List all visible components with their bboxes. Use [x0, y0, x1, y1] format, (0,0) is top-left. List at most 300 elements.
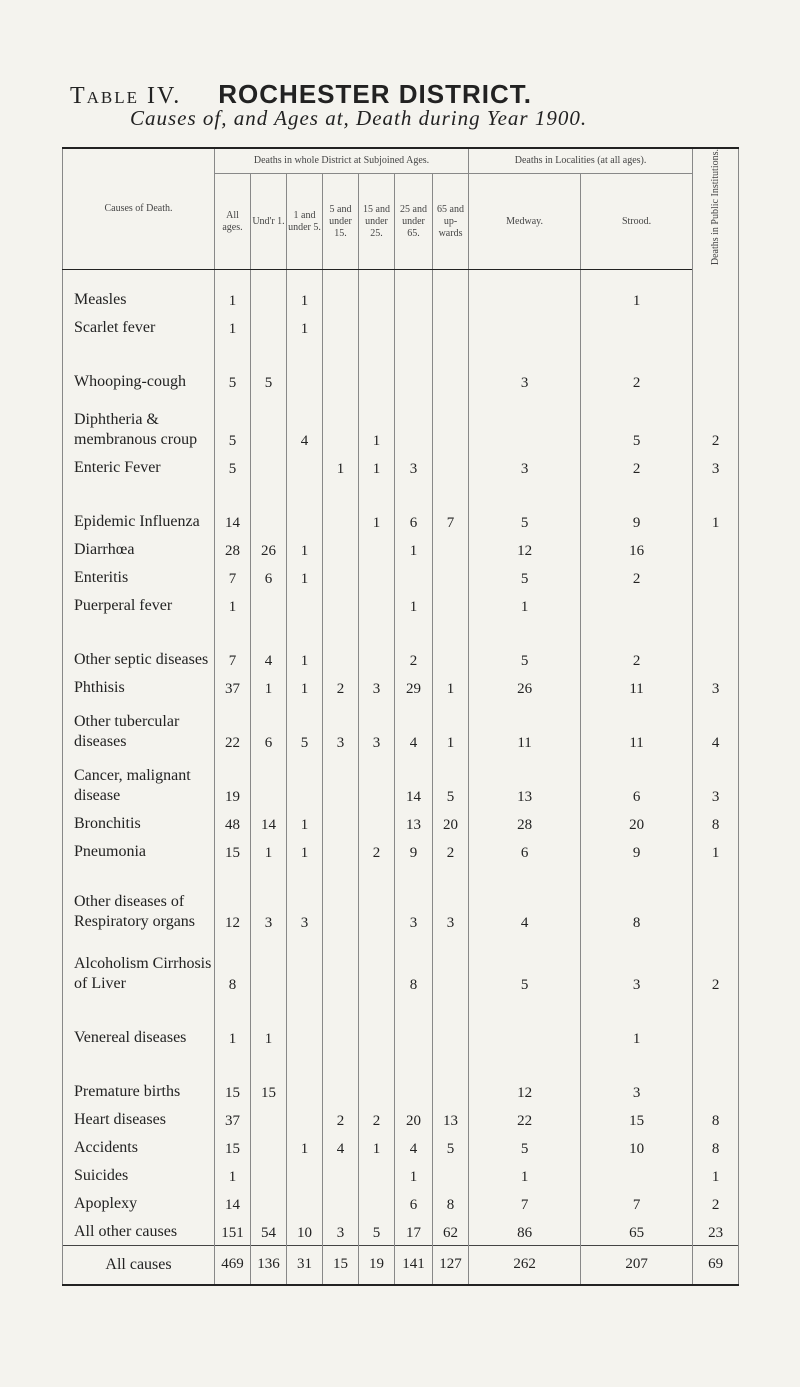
value-cell: 2	[359, 837, 395, 865]
value-cell: 5	[469, 935, 581, 997]
value-cell: 5	[251, 341, 287, 395]
value-cell	[323, 809, 359, 837]
value-cell: 1	[693, 481, 739, 535]
value-cell: 12	[215, 865, 251, 935]
cause-cell: Other tubercular diseases	[63, 701, 215, 755]
total-cell: 19	[359, 1245, 395, 1285]
value-cell: 14	[251, 809, 287, 837]
value-cell	[251, 591, 287, 619]
value-cell: 5	[215, 395, 251, 453]
value-cell: 1	[359, 395, 395, 453]
cause-cell: Suicides	[63, 1161, 215, 1189]
age-header: Und'r 1.	[251, 174, 287, 270]
value-cell: 1	[287, 535, 323, 563]
value-cell	[359, 535, 395, 563]
value-cell: 4	[395, 1133, 433, 1161]
cause-cell: Whooping-cough	[63, 341, 215, 395]
table-row	[63, 453, 739, 481]
value-cell: 3	[469, 341, 581, 395]
value-cell	[323, 935, 359, 997]
value-cell: 1	[251, 837, 287, 865]
value-cell: 1	[251, 673, 287, 701]
table-label: Table IV.	[70, 83, 182, 109]
table-row	[63, 563, 739, 591]
table-row	[63, 591, 739, 619]
value-cell: 86	[469, 1217, 581, 1245]
value-cell: 8	[581, 865, 693, 935]
value-cell: 6	[469, 837, 581, 865]
value-cell	[693, 341, 739, 395]
value-cell: 3	[693, 673, 739, 701]
table-row	[63, 1105, 739, 1133]
value-cell: 11	[469, 701, 581, 755]
value-cell	[395, 313, 433, 341]
total-cell: 262	[469, 1245, 581, 1285]
table-row	[63, 535, 739, 563]
value-cell: 2	[581, 453, 693, 481]
cause-cell: Apoplexy	[63, 1189, 215, 1217]
value-cell: 6	[395, 1189, 433, 1217]
value-cell	[469, 997, 581, 1051]
value-cell: 62	[433, 1217, 469, 1245]
whole-district-header: Deaths in whole District at Subjoined Ages.	[215, 148, 469, 174]
value-cell	[287, 341, 323, 395]
value-cell	[433, 341, 469, 395]
value-cell	[395, 395, 433, 453]
value-cell	[323, 865, 359, 935]
value-cell: 10	[287, 1217, 323, 1245]
localities-header: Deaths in Localities (at all ages).	[469, 148, 693, 174]
value-cell	[693, 997, 739, 1051]
value-cell: 26	[469, 673, 581, 701]
value-cell	[433, 395, 469, 453]
table-row	[63, 701, 739, 755]
value-cell	[581, 313, 693, 341]
total-cell: 31	[287, 1245, 323, 1285]
value-cell: 4	[395, 701, 433, 755]
value-cell: 1	[581, 997, 693, 1051]
cause-cell: Premature births	[63, 1051, 215, 1105]
value-cell: 1	[359, 481, 395, 535]
value-cell	[251, 755, 287, 809]
value-cell	[251, 1133, 287, 1161]
value-cell	[395, 563, 433, 591]
table-row	[63, 809, 739, 837]
value-cell: 1	[395, 591, 433, 619]
value-cell: 8	[693, 1105, 739, 1133]
value-cell	[395, 341, 433, 395]
value-cell	[581, 591, 693, 619]
age-header: 25 and under 65.	[395, 174, 433, 270]
value-cell: 13	[433, 1105, 469, 1133]
value-cell: 3	[359, 701, 395, 755]
value-cell	[251, 1161, 287, 1189]
value-cell: 13	[469, 755, 581, 809]
value-cell	[693, 1051, 739, 1105]
value-cell: 2	[581, 619, 693, 673]
value-cell	[359, 1189, 395, 1217]
value-cell: 22	[469, 1105, 581, 1133]
value-cell	[251, 935, 287, 997]
value-cell	[251, 313, 287, 341]
value-cell: 37	[215, 673, 251, 701]
value-cell: 7	[433, 481, 469, 535]
value-cell: 3	[581, 935, 693, 997]
value-cell: 5	[433, 1133, 469, 1161]
value-cell: 1	[469, 591, 581, 619]
table-row	[63, 997, 739, 1051]
value-cell: 10	[581, 1133, 693, 1161]
value-cell: 3	[359, 673, 395, 701]
value-cell: 2	[433, 837, 469, 865]
value-cell: 7	[215, 619, 251, 673]
cause-cell: Venereal diseases	[63, 997, 215, 1051]
table-row	[63, 935, 739, 997]
value-cell: 16	[581, 535, 693, 563]
value-cell: 28	[215, 535, 251, 563]
table-row	[63, 1051, 739, 1105]
value-cell: 11	[581, 701, 693, 755]
value-cell: 5	[215, 341, 251, 395]
value-cell: 6	[581, 755, 693, 809]
value-cell: 9	[395, 837, 433, 865]
value-cell: 4	[323, 1133, 359, 1161]
cause-cell: All other causes	[63, 1217, 215, 1245]
value-cell: 14	[395, 755, 433, 809]
value-cell: 6	[251, 701, 287, 755]
value-cell	[359, 1051, 395, 1105]
age-header: 15 and under 25.	[359, 174, 395, 270]
value-cell: 12	[469, 1051, 581, 1105]
value-cell: 3	[581, 1051, 693, 1105]
table-row	[63, 270, 739, 314]
value-cell: 1	[323, 453, 359, 481]
totals-row	[63, 1245, 739, 1285]
value-cell: 19	[215, 755, 251, 809]
value-cell: 3	[395, 453, 433, 481]
table-row	[63, 673, 739, 701]
value-cell	[395, 1051, 433, 1105]
value-cell: 5	[433, 755, 469, 809]
value-cell: 2	[323, 1105, 359, 1133]
value-cell	[433, 935, 469, 997]
value-cell	[359, 341, 395, 395]
value-cell: 8	[433, 1189, 469, 1217]
value-cell: 7	[469, 1189, 581, 1217]
table-body	[63, 270, 739, 1246]
cause-cell: Pneumonia	[63, 837, 215, 865]
value-cell	[287, 1161, 323, 1189]
total-cell: 15	[323, 1245, 359, 1285]
value-cell: 1	[287, 270, 323, 314]
value-cell: 3	[395, 865, 433, 935]
table-row	[63, 1161, 739, 1189]
value-cell	[693, 591, 739, 619]
value-cell	[323, 313, 359, 341]
district-title: ROCHESTER DISTRICT.	[218, 79, 532, 109]
value-cell	[323, 997, 359, 1051]
age-header: 65 and up-wards	[433, 174, 469, 270]
value-cell	[323, 341, 359, 395]
value-cell: 7	[215, 563, 251, 591]
value-cell: 151	[215, 1217, 251, 1245]
causes-header: Causes of Death.	[63, 148, 215, 270]
value-cell	[323, 395, 359, 453]
value-cell	[323, 1051, 359, 1105]
value-cell	[251, 1189, 287, 1217]
value-cell: 1	[215, 1161, 251, 1189]
value-cell: 20	[395, 1105, 433, 1133]
value-cell	[433, 270, 469, 314]
value-cell: 2	[581, 341, 693, 395]
value-cell: 1	[395, 1161, 433, 1189]
value-cell	[251, 395, 287, 453]
value-cell: 4	[251, 619, 287, 673]
cause-cell: Enteric Fever	[63, 453, 215, 481]
value-cell: 5	[359, 1217, 395, 1245]
value-cell: 1	[693, 837, 739, 865]
value-cell: 20	[581, 809, 693, 837]
table-row	[63, 755, 739, 809]
value-cell: 1	[215, 313, 251, 341]
value-cell: 9	[581, 481, 693, 535]
value-cell	[359, 865, 395, 935]
value-cell	[323, 535, 359, 563]
value-cell	[359, 591, 395, 619]
value-cell: 48	[215, 809, 251, 837]
value-cell: 15	[215, 1133, 251, 1161]
value-cell: 5	[469, 1133, 581, 1161]
cause-cell: Bronchitis	[63, 809, 215, 837]
value-cell	[323, 563, 359, 591]
value-cell: 17	[395, 1217, 433, 1245]
value-cell: 54	[251, 1217, 287, 1245]
value-cell	[433, 313, 469, 341]
value-cell: 4	[469, 865, 581, 935]
total-cell: 141	[395, 1245, 433, 1285]
value-cell	[287, 997, 323, 1051]
value-cell: 26	[251, 535, 287, 563]
strood-header: Strood.	[581, 174, 693, 270]
value-cell	[359, 270, 395, 314]
value-cell	[469, 270, 581, 314]
value-cell	[323, 1161, 359, 1189]
value-cell	[251, 453, 287, 481]
value-cell: 15	[215, 837, 251, 865]
value-cell: 1	[287, 809, 323, 837]
value-cell: 15	[215, 1051, 251, 1105]
value-cell	[581, 1161, 693, 1189]
value-cell: 29	[395, 673, 433, 701]
value-cell	[693, 313, 739, 341]
value-cell	[469, 313, 581, 341]
cause-cell: Enteritis	[63, 563, 215, 591]
value-cell	[395, 270, 433, 314]
value-cell: 1	[287, 563, 323, 591]
totals-label: All causes	[63, 1245, 215, 1285]
value-cell: 5	[581, 395, 693, 453]
value-cell	[287, 1189, 323, 1217]
value-cell	[433, 535, 469, 563]
value-cell	[323, 591, 359, 619]
age-header: 5 and under 15.	[323, 174, 359, 270]
value-cell	[287, 755, 323, 809]
value-cell	[323, 837, 359, 865]
value-cell: 1	[359, 453, 395, 481]
value-cell: 7	[581, 1189, 693, 1217]
value-cell: 8	[693, 809, 739, 837]
value-cell: 14	[215, 1189, 251, 1217]
value-cell	[287, 453, 323, 481]
table-row	[63, 313, 739, 341]
value-cell	[433, 1051, 469, 1105]
value-cell: 65	[581, 1217, 693, 1245]
value-cell: 1	[433, 701, 469, 755]
value-cell: 1	[287, 619, 323, 673]
value-cell: 5	[287, 701, 323, 755]
table-row	[63, 619, 739, 673]
value-cell: 14	[215, 481, 251, 535]
cause-cell: Scarlet fever	[63, 313, 215, 341]
value-cell	[433, 619, 469, 673]
value-cell	[323, 755, 359, 809]
value-cell	[693, 563, 739, 591]
value-cell	[433, 563, 469, 591]
value-cell	[323, 1189, 359, 1217]
value-cell: 1	[359, 1133, 395, 1161]
value-cell	[395, 997, 433, 1051]
value-cell: 8	[395, 935, 433, 997]
value-cell	[359, 563, 395, 591]
value-cell	[693, 619, 739, 673]
value-cell: 6	[395, 481, 433, 535]
cause-cell: Diarrhœa	[63, 535, 215, 563]
value-cell: 1	[215, 591, 251, 619]
institutions-header-text: Deaths in Public Institutions.	[710, 149, 722, 266]
table-row	[63, 1133, 739, 1161]
cause-cell: Accidents	[63, 1133, 215, 1161]
value-cell	[693, 865, 739, 935]
value-cell	[251, 270, 287, 314]
table-row	[63, 1189, 739, 1217]
table-row	[63, 395, 739, 453]
value-cell	[433, 1161, 469, 1189]
value-cell	[359, 935, 395, 997]
value-cell	[287, 1105, 323, 1133]
value-cell: 12	[469, 535, 581, 563]
value-cell: 3	[323, 701, 359, 755]
value-cell	[693, 535, 739, 563]
value-cell: 3	[693, 453, 739, 481]
cause-cell: Measles	[63, 270, 215, 314]
value-cell	[359, 619, 395, 673]
total-cell: 207	[581, 1245, 693, 1285]
value-cell	[251, 481, 287, 535]
table-row	[63, 865, 739, 935]
value-cell	[359, 1161, 395, 1189]
value-cell: 15	[251, 1051, 287, 1105]
value-cell: 1	[693, 1161, 739, 1189]
value-cell: 5	[469, 619, 581, 673]
value-cell: 4	[693, 701, 739, 755]
value-cell: 1	[215, 270, 251, 314]
value-cell: 2	[395, 619, 433, 673]
table-row	[63, 481, 739, 535]
value-cell	[433, 453, 469, 481]
value-cell	[359, 755, 395, 809]
value-cell: 2	[581, 563, 693, 591]
value-cell: 5	[215, 453, 251, 481]
value-cell	[693, 270, 739, 314]
value-cell: 2	[693, 1189, 739, 1217]
cause-cell: Other diseases of Respiratory organs	[63, 865, 215, 935]
value-cell: 3	[469, 453, 581, 481]
value-cell: 5	[469, 481, 581, 535]
value-cell: 6	[251, 563, 287, 591]
value-cell: 8	[693, 1133, 739, 1161]
value-cell: 2	[323, 673, 359, 701]
value-cell	[323, 619, 359, 673]
cause-cell: Cancer, malignant disease	[63, 755, 215, 809]
value-cell	[359, 313, 395, 341]
table-row	[63, 837, 739, 865]
value-cell: 3	[693, 755, 739, 809]
value-cell: 3	[323, 1217, 359, 1245]
value-cell: 20	[433, 809, 469, 837]
table-row	[63, 1217, 739, 1245]
value-cell: 3	[251, 865, 287, 935]
value-cell: 8	[215, 935, 251, 997]
value-cell: 11	[581, 673, 693, 701]
cause-cell: Heart diseases	[63, 1105, 215, 1133]
value-cell	[323, 270, 359, 314]
value-cell: 5	[469, 563, 581, 591]
institutions-header	[693, 148, 739, 270]
value-cell: 22	[215, 701, 251, 755]
value-cell: 2	[359, 1105, 395, 1133]
value-cell: 1	[287, 837, 323, 865]
value-cell: 1	[215, 997, 251, 1051]
value-cell: 2	[693, 935, 739, 997]
value-cell	[433, 997, 469, 1051]
value-cell: 37	[215, 1105, 251, 1133]
value-cell: 1	[287, 313, 323, 341]
value-cell: 23	[693, 1217, 739, 1245]
total-cell: 136	[251, 1245, 287, 1285]
cause-cell: Phthisis	[63, 673, 215, 701]
value-cell	[287, 1051, 323, 1105]
value-cell: 1	[395, 535, 433, 563]
value-cell: 1	[581, 270, 693, 314]
total-cell: 469	[215, 1245, 251, 1285]
cause-cell: Epidemic Influenza	[63, 481, 215, 535]
value-cell	[287, 591, 323, 619]
medway-header: Medway.	[469, 174, 581, 270]
value-cell	[287, 481, 323, 535]
value-cell	[323, 481, 359, 535]
total-cell: 69	[693, 1245, 739, 1285]
table-row	[63, 341, 739, 395]
value-cell: 1	[287, 1133, 323, 1161]
value-cell: 13	[395, 809, 433, 837]
age-header: 1 and under 5.	[287, 174, 323, 270]
table-subtitle: Causes of, and Ages at, Death during Year 1900.	[130, 106, 588, 130]
total-cell: 127	[433, 1245, 469, 1285]
value-cell	[469, 395, 581, 453]
value-cell	[359, 809, 395, 837]
cause-cell: Alcoholism Cirrhosis of Liver	[63, 935, 215, 997]
value-cell: 3	[433, 865, 469, 935]
